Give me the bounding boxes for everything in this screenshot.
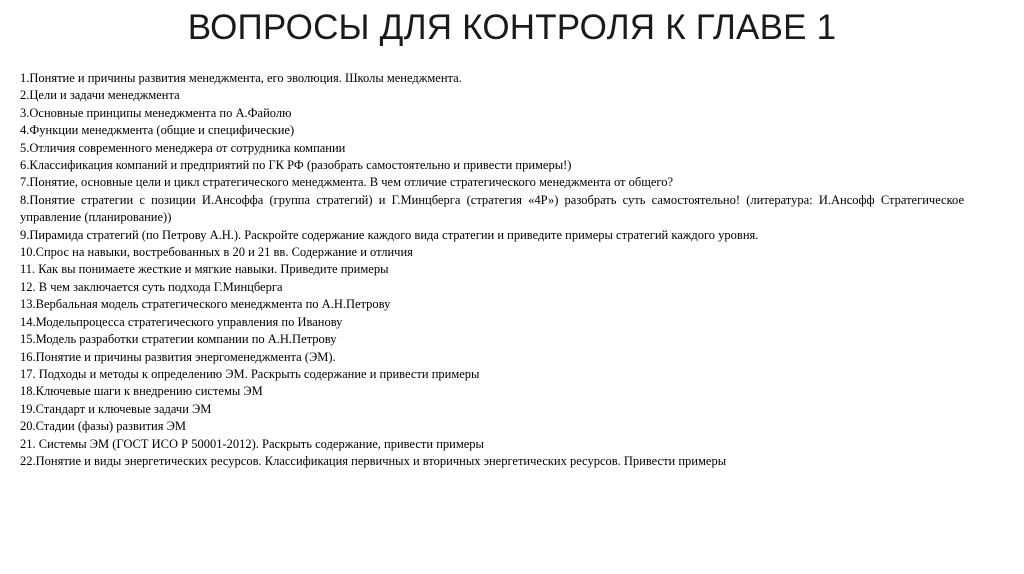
question-item: 17. Подходы и методы к определению ЭМ. Раскрыть содержание и привести примеры	[20, 366, 480, 381]
question-item: 18.Ключевые шаги к внедрению системы ЭМ	[20, 384, 263, 399]
question-item: 5.Отличия современного менеджера от сотрудника компании	[20, 140, 346, 155]
question-item: 4.Функции менеджмента (общие и специфические)	[20, 123, 295, 138]
question-item: 3.Основные принципы менеджмента по А.Файолю	[20, 105, 292, 120]
question-item: 14.Модельпроцесса стратегического управления по Иванову	[20, 314, 343, 329]
question-item: 11. Как вы понимаете жесткие и мягкие навыки. Приведите примеры	[20, 262, 389, 277]
question-item: 13.Вербальная модель стратегического менеджмента по А.Н.Петрову	[20, 297, 391, 312]
question-item: 12. В чем заключается суть подхода Г.Минцберга	[20, 279, 283, 294]
question-item: 20.Стадии (фазы) развития ЭМ	[20, 419, 186, 434]
question-item: 15.Модель разработки стратегии компании по А.Н.Петрову	[20, 332, 337, 347]
question-item: 2.Цели и задачи менеджмента	[20, 88, 180, 103]
question-item: 6.Классификация компаний и предприятий по ГК РФ (разобрать самостоятельно и привести примеры!)	[20, 158, 572, 173]
question-item: 19.Стандарт и ключевые задачи ЭМ	[20, 401, 212, 416]
questions-list	[20, 70, 964, 470]
question-item: 10.Спрос на навыки, востребованных в 20 и 21 вв. Содержание и отличия	[20, 245, 413, 260]
question-item: 16.Понятие и причины развития энергоменеджмента (ЭМ).	[20, 349, 336, 364]
question-item: 22.Понятие и виды энергетических ресурсов. Классификация первичных и вторичных энергетических ресурсов. Привести примеры	[20, 453, 727, 468]
question-item: 7.Понятие, основные цели и цикл стратегического менеджмента. В чем отличие стратегического менеджмента от общего?	[20, 175, 674, 190]
question-item: 1.Понятие и причины развития менеджмента, его эволюция. Школы менеджмента.	[20, 71, 462, 85]
question-item: 8.Понятие стратегии с позиции И.Ансоффа (группа стратегий) и Г.Минцберга (стратегия «4Р») разобрать суть самостоятельно! (литература: И.Ансофф Стратегическое управление (планирование))	[20, 192, 964, 225]
question-item: 21. Системы ЭМ (ГОСТ ИСО Р 50001-2012). Раскрыть содержание, привести примеры	[20, 436, 484, 451]
slide-title: ВОПРОСЫ ДЛЯ КОНТРОЛЯ К ГЛАВЕ 1	[187, 8, 837, 47]
question-item: 9.Пирамида стратегий (по Петрову А.Н.). Раскройте содержание каждого вида стратегии и приведите примеры стратегий каждого уровня.	[20, 227, 759, 242]
